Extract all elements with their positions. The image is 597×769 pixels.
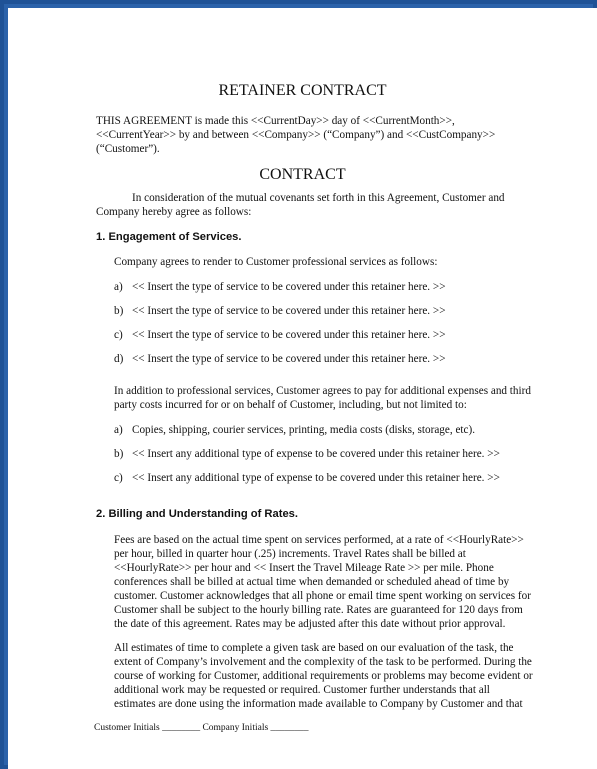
service-item-d: << Insert the type of service to be covered under this retainer here. >> (132, 353, 446, 365)
consideration-line-1: In consideration of the mutual covenants set forth in this Agreement, Customer and (132, 192, 505, 204)
billing-p2-line: course of working for Customer, additional requirements or problems may become evident or (114, 670, 533, 682)
service-marker-d: d) (114, 353, 124, 365)
intro-line-2: <<CurrentYear>> by and between <<Company>> (“Company”) and <<CustCompany>> (96, 129, 496, 141)
section-1-heading: 1. Engagement of Services. (96, 231, 242, 243)
service-marker-a: a) (114, 281, 123, 293)
document-title: RETAINER CONTRACT (218, 82, 387, 99)
consideration-line-2: Company hereby agree as follows: (96, 206, 252, 218)
expenses-lead-line-2: party costs incurred for or on behalf of Customer, including, but not limited to: (114, 399, 467, 411)
service-item-a: << Insert the type of service to be covered under this retainer here. >> (132, 281, 446, 293)
billing-p2-line: extent of Company’s involvement and the complexity of the task to be performed. During the (114, 656, 532, 668)
service-marker-c: c) (114, 329, 123, 341)
billing-p1-line: the date of this agreement. Rates may be adjusted after this date without prior approval. (114, 618, 506, 630)
billing-p1-line: <<HourlyRate>> per hour and << Insert the Travel Mileage Rate >> per mile. Phone (114, 562, 494, 574)
intro-line-3: (“Customer”). (96, 143, 160, 155)
contract-subtitle: CONTRACT (259, 166, 346, 183)
service-marker-b: b) (114, 305, 124, 317)
billing-p2-line: estimates are done using the information made available to Company by Customer and that (114, 698, 523, 710)
expense-item-a: Copies, shipping, courier services, printing, media costs (disks, storage, etc). (132, 424, 476, 436)
service-item-c: << Insert the type of service to be covered under this retainer here. >> (132, 329, 446, 341)
billing-p1-line: Customer shall be subject to the hourly billing rate. Rates are guaranteed for 120 days from (114, 604, 523, 616)
expense-item-b: << Insert any additional type of expense to be covered under this retainer here. >> (132, 448, 500, 460)
expense-marker-a: a) (114, 424, 123, 436)
section-2-heading: 2. Billing and Understanding of Rates. (96, 508, 299, 520)
service-item-b: << Insert the type of service to be covered under this retainer here. >> (132, 305, 446, 317)
billing-p1-line: conferences shall be billed at actual time when demanded or scheduled ahead of time by (114, 576, 510, 588)
section-1-lead: Company agrees to render to Customer professional services as follows: (114, 256, 438, 268)
billing-p1-line: customer. Customer acknowledges that all phone or email time spent working on services for (114, 590, 531, 602)
intro-line-1: THIS AGREEMENT is made this <<CurrentDay>> day of <<CurrentMonth>>, (96, 115, 455, 127)
expense-marker-b: b) (114, 448, 124, 460)
billing-p1-line: per hour, billed in quarter hour (.25) increments. Travel Rates shall be billed at (114, 548, 466, 560)
expenses-lead-line-1: In addition to professional services, Customer agrees to pay for additional expenses and third (114, 385, 531, 397)
expense-marker-c: c) (114, 472, 123, 484)
billing-p2-line: All estimates of time to complete a given task are based on our evaluation of the task, the (114, 642, 514, 654)
billing-p2-line: additional work may be requested or required. Customer further understands that all (114, 684, 490, 696)
billing-p1-line: Fees are based on the actual time spent on services performed, at a rate of <<HourlyRate>> (114, 534, 524, 546)
initials-footer: Customer Initials ________ Company Initials ________ (94, 723, 309, 733)
document-page (8, 8, 597, 769)
expense-item-c: << Insert any additional type of expense to be covered under this retainer here. >> (132, 472, 500, 484)
